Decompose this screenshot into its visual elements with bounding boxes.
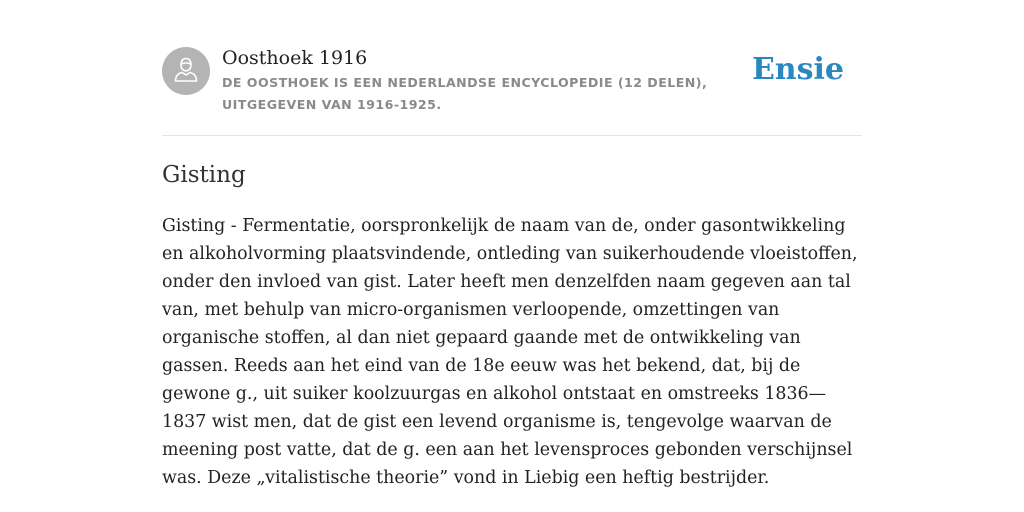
header-divider — [162, 135, 862, 136]
source-avatar[interactable] — [162, 47, 210, 95]
source-description: DE OOSTHOEK IS EEN NEDERLANDSE ENCYCLOPEDIE (12 DELEN), UITGEGEVEN VAN 1916-1925. — [222, 75, 708, 112]
article-body: Gisting - Fermentatie, oorspronkelijk de naam van de, onder gasontwikkeling en alkoholvorming plaatsvindende, ontleding van suikerhoudende vloeistoffen, onder den invloed van gist. Later heeft men denzelfden naam gegeven aan tal van, met behulp van micro-organismen verloopende, omzettingen van organische stoffen, al dan niet gepaard gaande met de ontwikkeling van gassen. Reeds aan het eind van de 18e eeuw was het bekend, dat, bij de gewone g., uit suiker koolzuurgas en alkohol ontstaat en omstreeks 1836—1837 wist men, dat de gist een levend organisme is, tengevolge waarvan de meening post vatte, dat de g. een aan het levensproces gebonden verschijnsel was. Deze „vitalistische theorie” vond in Liebig een heftig bestrijder. — [162, 216, 858, 488]
page-title: Gisting — [162, 162, 246, 188]
source-header — [162, 46, 862, 136]
user-silhouette-icon — [171, 54, 201, 88]
source-title[interactable]: Oosthoek 1916 — [222, 47, 368, 69]
ensie-logo[interactable]: Ensie — [751, 52, 844, 87]
